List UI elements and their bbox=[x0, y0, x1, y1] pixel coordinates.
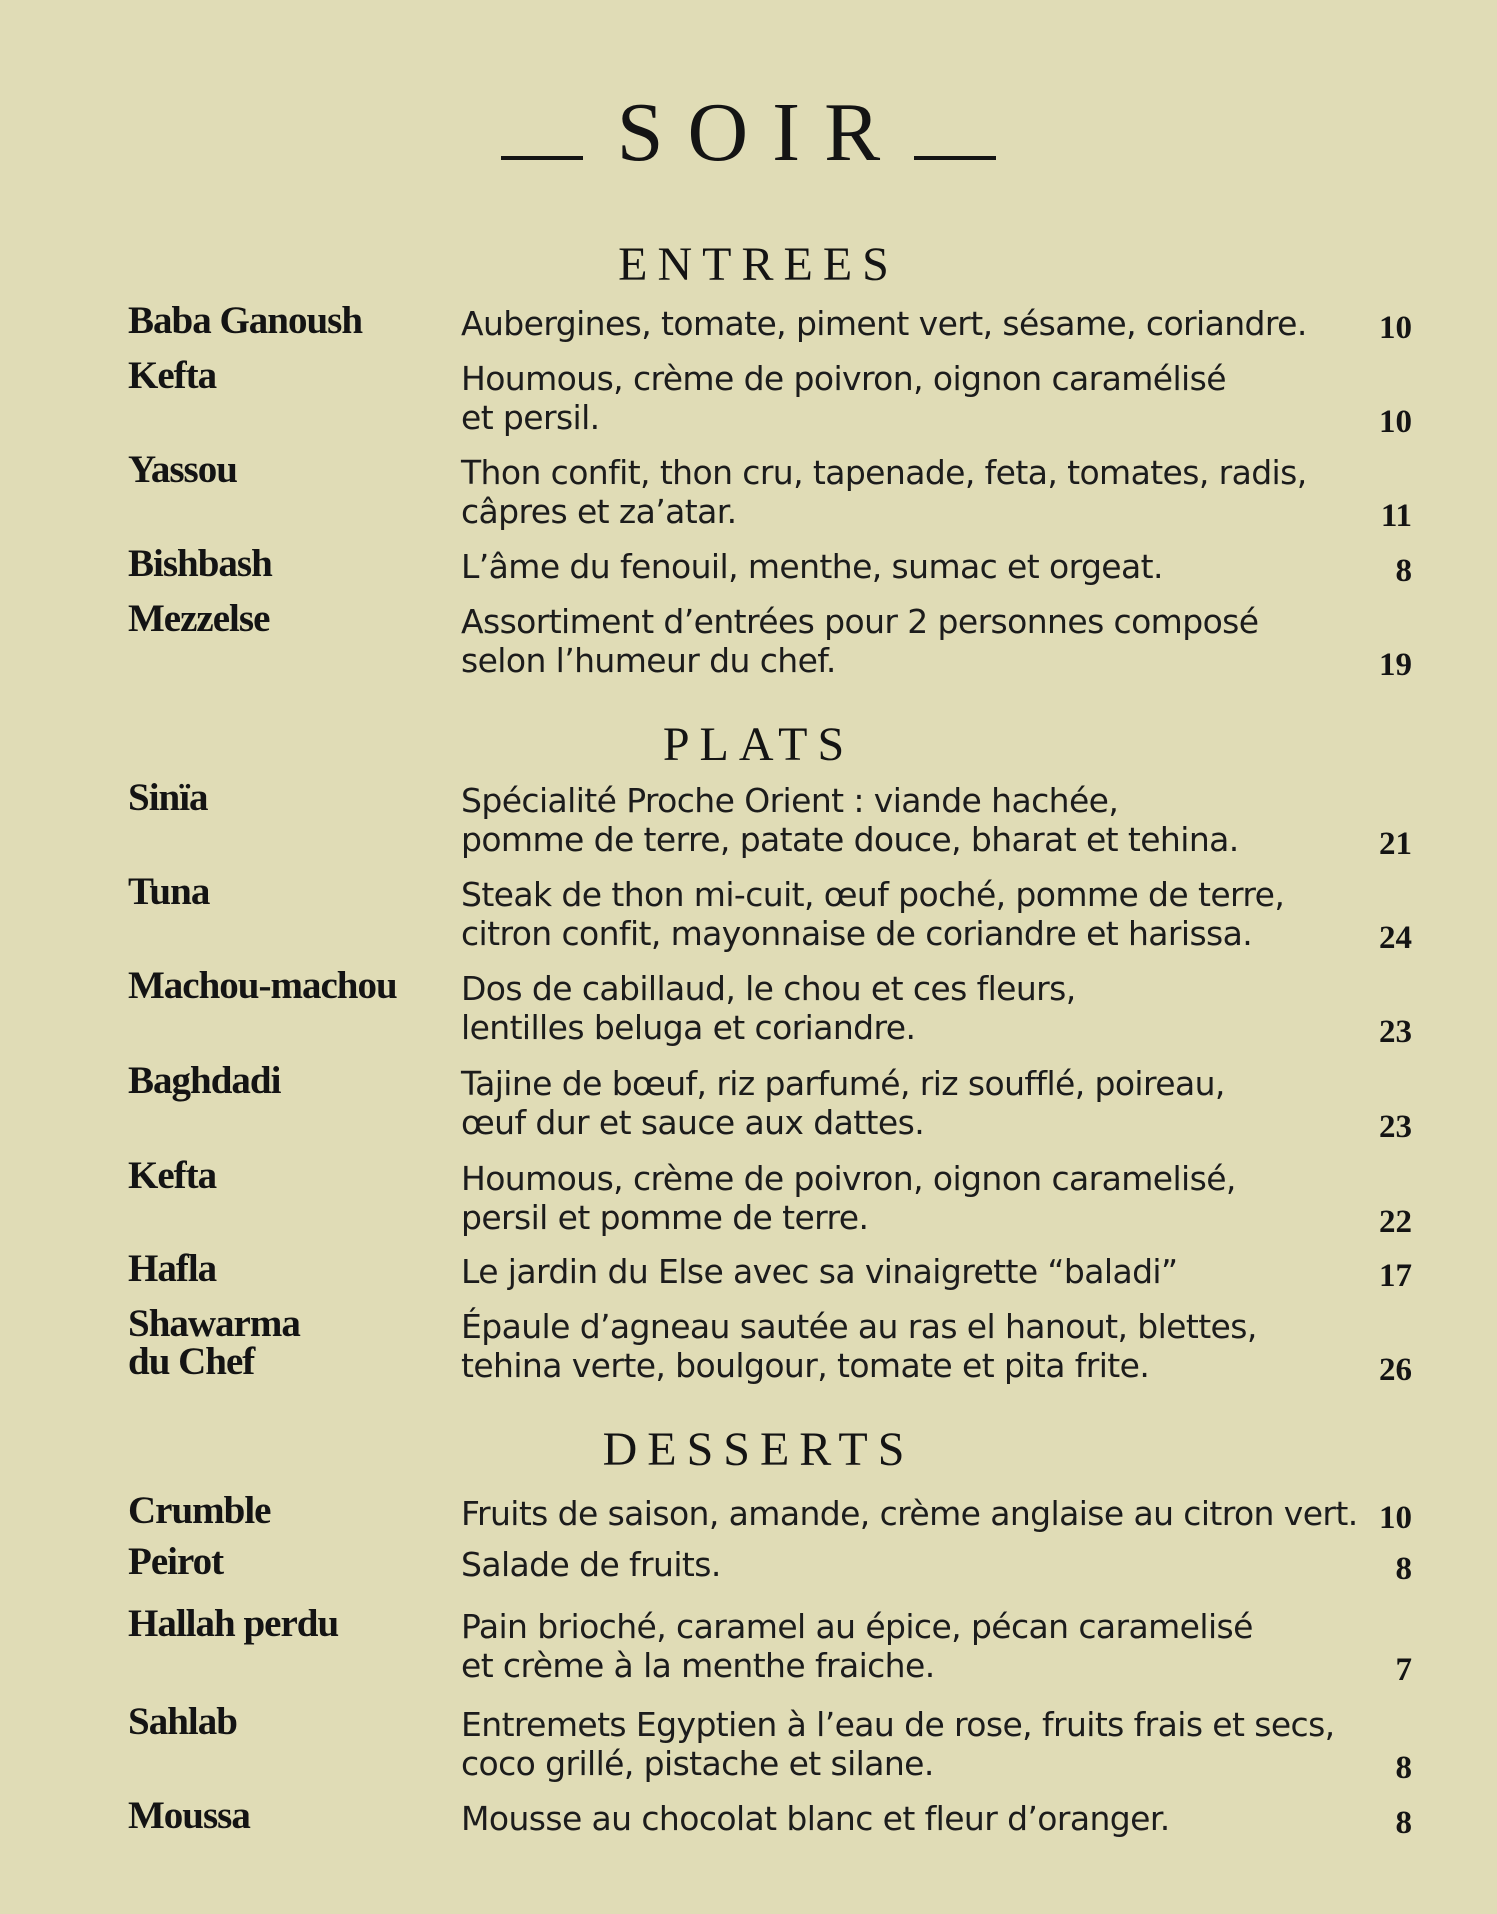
dish-description bbox=[461, 1064, 1381, 1142]
description-line: Salade de fruits. bbox=[461, 1545, 721, 1584]
dish-price: 23 bbox=[1379, 1109, 1412, 1145]
dish-price: 8 bbox=[1395, 1805, 1412, 1841]
menu-item bbox=[0, 1602, 1497, 1688]
description-line: citron confit, mayonnaise de coriandre et harissa. bbox=[461, 914, 1253, 953]
dish-name: Machou-machou bbox=[128, 964, 397, 1007]
menu-item bbox=[0, 1489, 1497, 1536]
description-line: Épaule d’agneau sautée au ras el hanout, blettes, bbox=[461, 1307, 1257, 1346]
description-line: persil et pomme de terre. bbox=[461, 1198, 869, 1237]
dish-name: Mezzelse bbox=[128, 597, 270, 640]
description-line: Steak de thon mi-cuit, œuf poché, pomme de terre, bbox=[461, 875, 1285, 914]
section-heading-desserts: DESSERTS bbox=[602, 1423, 915, 1476]
menu-item bbox=[0, 1794, 1497, 1841]
dish-description bbox=[461, 1545, 1381, 1584]
dish-description bbox=[461, 969, 1381, 1047]
dish-name: Sinïa bbox=[128, 776, 208, 819]
dish-price: 10 bbox=[1379, 404, 1412, 440]
description-line: et persil. bbox=[461, 398, 600, 437]
description-line: Entremets Egyptien à l’eau de rose, fruits frais et secs, bbox=[461, 1705, 1335, 1744]
dish-price: 21 bbox=[1379, 826, 1412, 862]
dish-name: Kefta bbox=[128, 1154, 217, 1197]
dish-price: 7 bbox=[1395, 1652, 1412, 1688]
description-line: coco grillé, pistache et silane. bbox=[461, 1744, 934, 1783]
menu-item bbox=[0, 597, 1497, 683]
menu-item bbox=[0, 299, 1497, 346]
dish-price: 10 bbox=[1379, 1500, 1412, 1536]
dish-description bbox=[461, 304, 1381, 343]
description-line: tehina verte, boulgour, tomate et pita frite. bbox=[461, 1346, 1150, 1385]
menu-item bbox=[0, 448, 1497, 534]
menu-item bbox=[0, 1700, 1497, 1786]
description-line: câpres et za’atar. bbox=[461, 492, 737, 531]
dish-description bbox=[461, 875, 1381, 953]
dish-price: 8 bbox=[1395, 553, 1412, 589]
description-line: œuf dur et sauce aux dattes. bbox=[461, 1103, 925, 1142]
dish-name: Kefta bbox=[128, 354, 217, 397]
description-line: Mousse au chocolat blanc et fleur d’oranger. bbox=[461, 1799, 1170, 1838]
dish-name: Sahlab bbox=[128, 1700, 237, 1743]
title-left-rule bbox=[501, 156, 583, 160]
menu-item bbox=[0, 354, 1497, 440]
section-heading-entrees: ENTREES bbox=[618, 238, 899, 291]
section-heading-plats: PLATS bbox=[662, 718, 855, 771]
dish-name: Yassou bbox=[128, 448, 237, 491]
description-line: Houmous, crème de poivron, oignon caramélisé bbox=[461, 359, 1226, 398]
dish-name: Hafla bbox=[128, 1247, 217, 1290]
dish-description bbox=[461, 1705, 1381, 1783]
description-line: Fruits de saison, amande, crème anglaise au citron vert. bbox=[461, 1494, 1358, 1533]
dish-price: 23 bbox=[1379, 1014, 1412, 1050]
description-line: pomme de terre, patate douce, bharat et tehina. bbox=[461, 820, 1239, 859]
title-right-rule bbox=[914, 156, 996, 160]
dish-price: 10 bbox=[1379, 310, 1412, 346]
description-line: Houmous, crème de poivron, oignon caramelisé, bbox=[461, 1159, 1236, 1198]
dish-name: Crumble bbox=[128, 1489, 271, 1532]
dish-description bbox=[461, 1799, 1381, 1838]
dish-price: 8 bbox=[1395, 1551, 1412, 1587]
menu-item bbox=[0, 1540, 1497, 1587]
description-line: Thon confit, thon cru, tapenade, feta, tomates, radis, bbox=[461, 453, 1307, 492]
menu-title bbox=[0, 78, 1497, 188]
dish-description bbox=[461, 1252, 1381, 1291]
dish-description bbox=[461, 1159, 1381, 1237]
menu-item bbox=[0, 1302, 1497, 1388]
dish-price: 17 bbox=[1379, 1258, 1412, 1294]
menu-item bbox=[0, 542, 1497, 589]
menu-item bbox=[0, 776, 1497, 862]
description-line: Dos de cabillaud, le chou et ces fleurs, bbox=[461, 969, 1076, 1008]
description-line: Pain brioché, caramel au épice, pécan caramelisé bbox=[461, 1607, 1253, 1646]
dish-description bbox=[461, 547, 1381, 586]
dish-name: Bishbash bbox=[128, 542, 272, 585]
menu-item bbox=[0, 1247, 1497, 1294]
dish-price: 11 bbox=[1380, 498, 1412, 534]
dish-description bbox=[461, 1494, 1381, 1533]
dish-price: 24 bbox=[1379, 920, 1412, 956]
dish-price: 19 bbox=[1379, 647, 1412, 683]
menu-item bbox=[0, 1059, 1497, 1145]
description-line: lentilles beluga et coriandre. bbox=[461, 1008, 916, 1047]
dish-name: Baba Ganoush bbox=[128, 299, 363, 342]
dish-price: 8 bbox=[1395, 1750, 1412, 1786]
dish-price: 22 bbox=[1379, 1204, 1412, 1240]
description-line: Tajine de bœuf, riz parfumé, riz soufflé, poireau, bbox=[461, 1064, 1225, 1103]
title-text: SOIR bbox=[616, 86, 905, 179]
menu-item bbox=[0, 870, 1497, 956]
description-line: Aubergines, tomate, piment vert, sésame, coriandre. bbox=[461, 304, 1307, 343]
menu-item bbox=[0, 964, 1497, 1050]
dish-description bbox=[461, 1307, 1381, 1385]
dish-description bbox=[461, 453, 1381, 531]
description-line: Assortiment d’entrées pour 2 personnes composé bbox=[461, 602, 1259, 641]
dish-name: Moussa bbox=[128, 1794, 250, 1837]
dish-name: Peirot bbox=[128, 1540, 224, 1583]
description-line: et crème à la menthe fraiche. bbox=[461, 1646, 935, 1685]
description-line: Spécialité Proche Orient : viande hachée, bbox=[461, 781, 1119, 820]
dish-description bbox=[461, 602, 1381, 680]
dish-description bbox=[461, 1607, 1381, 1685]
description-line: Le jardin du Else avec sa vinaigrette “baladi” bbox=[461, 1252, 1178, 1291]
dish-price: 26 bbox=[1379, 1352, 1412, 1388]
dish-name: Tuna bbox=[128, 870, 210, 913]
dish-description bbox=[461, 359, 1381, 437]
menu-item bbox=[0, 1154, 1497, 1240]
description-line: selon l’humeur du chef. bbox=[461, 641, 836, 680]
description-line: L’âme du fenouil, menthe, sumac et orgeat. bbox=[461, 547, 1163, 586]
dish-name: Baghdadi bbox=[128, 1059, 281, 1102]
dish-name: Hallah perdu bbox=[128, 1602, 339, 1645]
dish-name: Shawarma du Chef bbox=[128, 1302, 300, 1383]
dish-description bbox=[461, 781, 1381, 859]
